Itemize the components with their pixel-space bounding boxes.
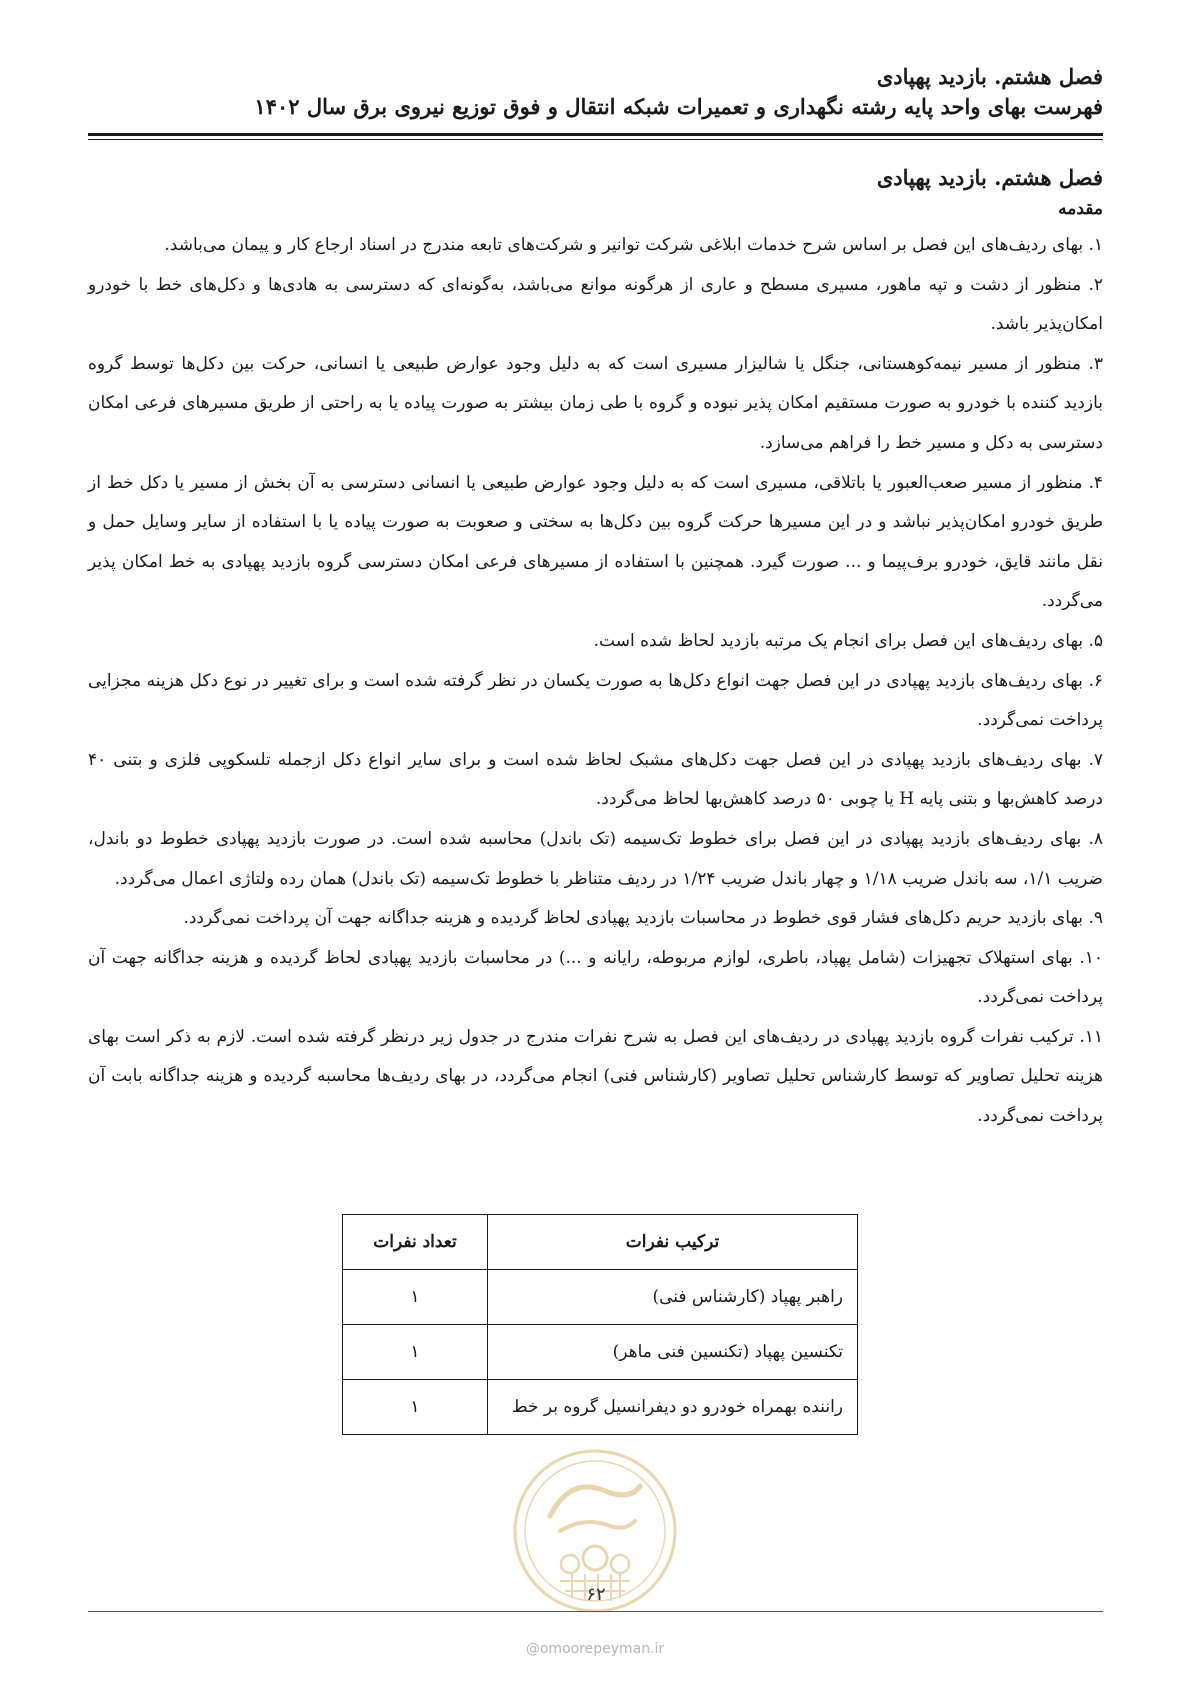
- header-count: تعداد نفرات: [343, 1215, 488, 1270]
- table-row: [343, 1270, 858, 1325]
- paragraph-4: ۴. منظور از مسیر صعب‌العبور یا باتلاقی، مسیری است که به دلیل وجود عوارض طبیعی یا انسانی دسترسی به آن بخش از مسیر یا دکل خط از طریق خودرو امکان‌پذیر نباشد و در این مسیرها حرکت گروه بین دکل‌ها به سختی و صعوبت به صورت پیاده یا با استفاده از سایر وسایل حمل و نقل مانند قایق، خودرو برف‌پیما و ... صورت گیرد. همچنین با استفاده از مسیرهای فرعی امکان دسترسی گروه بازدید پهپادی به خط امکان پذیر می‌گردد.: [88, 472, 1103, 612]
- page-number: ۶۲: [586, 1584, 606, 1605]
- header-chapter-title: فصل هشتم. بازدید پهپادی: [876, 64, 1103, 89]
- paragraph-6: ۶. بهای ردیف‌های بازدید پهپادی در این فصل جهت انواع دکل‌ها به صورت یکسان در نظر گرفته شده است و برای تغییر در نوع دکل هزینه مجزایی پرداخت نمی‌گردد.: [88, 670, 1103, 731]
- row-count: ۱: [343, 1270, 488, 1325]
- website-watermark: @omoorepeyman.ir: [525, 1641, 665, 1657]
- paragraph-1: ۱. بهای ردیف‌های این فصل بر اساس شرح خدمات ابلاغی شرکت توانیر و شرکت‌های تابعه مندرج در اسناد ارجاع کار و پیمان می‌باشد.: [164, 235, 1103, 255]
- row-role: راهبر پهپاد (کارشناس فنی): [488, 1270, 858, 1325]
- header-divider-thin: [88, 139, 1103, 140]
- row-count: ۱: [343, 1380, 488, 1435]
- section-title: فصل هشتم. بازدید پهپادی: [876, 165, 1103, 190]
- table-header-row: [343, 1215, 858, 1270]
- table-row: [343, 1325, 858, 1380]
- page-header: [88, 62, 1103, 122]
- paragraph-3: ۳. منظور از مسیر نیمه‌کوهستانی، جنگل یا شالیزار مسیری است که به دلیل وجود عوارض طبیعی یا انسانی، حرکت بین دکل‌ها توسط گروه بازدید کننده با خودرو به صورت مستقیم امکان پذیر نبوده و گروه با طی زمان بیشتر به صورت پیاده یا به راحتی از طریق مسیرهای فرعی امکان دسترسی به دکل و مسیر خط را فراهم می‌سازد.: [88, 353, 1103, 453]
- paragraph-11: ۱۱. ترکیب نفرات گروه بازدید پهپادی در ردیف‌های این فصل به شرح نفرات مندرج در جدول زیر درنظر گرفته شده است. لازم به ذکر است بهای هزینه تحلیل تصاویر که توسط کارشناس تحلیل تصاویر (کارشناس فنی) انجام می‌گردد، در بهای ردیف‌ها محاسبه گردیده و هزینه جداگانه بابت آن پرداخت نمی‌گردد.: [88, 1026, 1103, 1127]
- row-role: تکنسین پهپاد (تکنسین فنی ماهر): [488, 1325, 858, 1380]
- row-count: ۱: [343, 1325, 488, 1380]
- header-book-title: فهرست بهای واحد پایه رشته نگهداری و تعمیرات شبکه انتقال و فوق توزیع نیروی برق سال ۱۴۰۲: [254, 94, 1103, 119]
- paragraph-10: ۱۰. بهای استهلاک تجهیزات (شامل پهپاد، باطری، لوازم مربوطه، رایانه و ...) در محاسبات بازدید پهپادی لحاظ گردیده و هزینه جداگانه جهت آن پرداخت نمی‌گردد.: [88, 947, 1103, 1008]
- crew-composition-table: [342, 1214, 858, 1435]
- row-role: راننده بهمراه خودرو دو دیفرانسیل گروه بر خط: [488, 1380, 858, 1435]
- intro-heading: مقدمه: [1058, 199, 1103, 219]
- header-composition: ترکیب نفرات: [488, 1215, 858, 1270]
- header-divider-thick: [88, 133, 1103, 136]
- paragraph-2: ۲. منظور از دشت و تپه ماهور، مسیری مسطح و عاری از هرگونه موانع می‌باشد، به‌گونه‌ای که دسترسی به هادی‌ها و دکل‌های خط با خودرو امکان‌پذیر باشد.: [88, 274, 1103, 335]
- main-content: [88, 162, 1103, 1137]
- paragraph-7: ۷. بهای ردیف‌های بازدید پهپادی در این فصل جهت دکل‌های مشبک لحاظ شده است و برای سایر انواع دکل ازجمله تلسکوپی فلزی و بتنی ۴۰ درصد کاهش‌بها و بتنی پایه H یا چوبی ۵۰ درصد کاهش‌بها لحاظ می‌گردد.: [88, 749, 1103, 810]
- footer-divider: [88, 1611, 1103, 1612]
- table-row: [343, 1380, 858, 1435]
- paragraph-8: ۸. بهای ردیف‌های بازدید پهپادی در این فصل برای خطوط تک‌سیمه (تک باندل) محاسبه شده است. در صورت بازدید پهپادی خطوط دو باندل، ضریب ۱/۱، سه باندل ضریب ۱/۱۸ و چهار باندل ضریب ۱/۲۴ در ردیف متناظر با خطوط تک‌سیمه (تک باندل) همان رده ولتاژی اعمال می‌گردد.: [88, 828, 1103, 889]
- paragraph-9: ۹. بهای بازدید حریم دکل‌های فشار قوی خطوط در محاسبات بازدید پهپادی لحاظ گردیده و هزینه جداگانه جهت آن پرداخت نمی‌گردد.: [183, 908, 1103, 929]
- paragraph-5: ۵. بهای ردیف‌های این فصل برای انجام یک مرتبه بازدید لحاظ شده است.: [593, 630, 1103, 651]
